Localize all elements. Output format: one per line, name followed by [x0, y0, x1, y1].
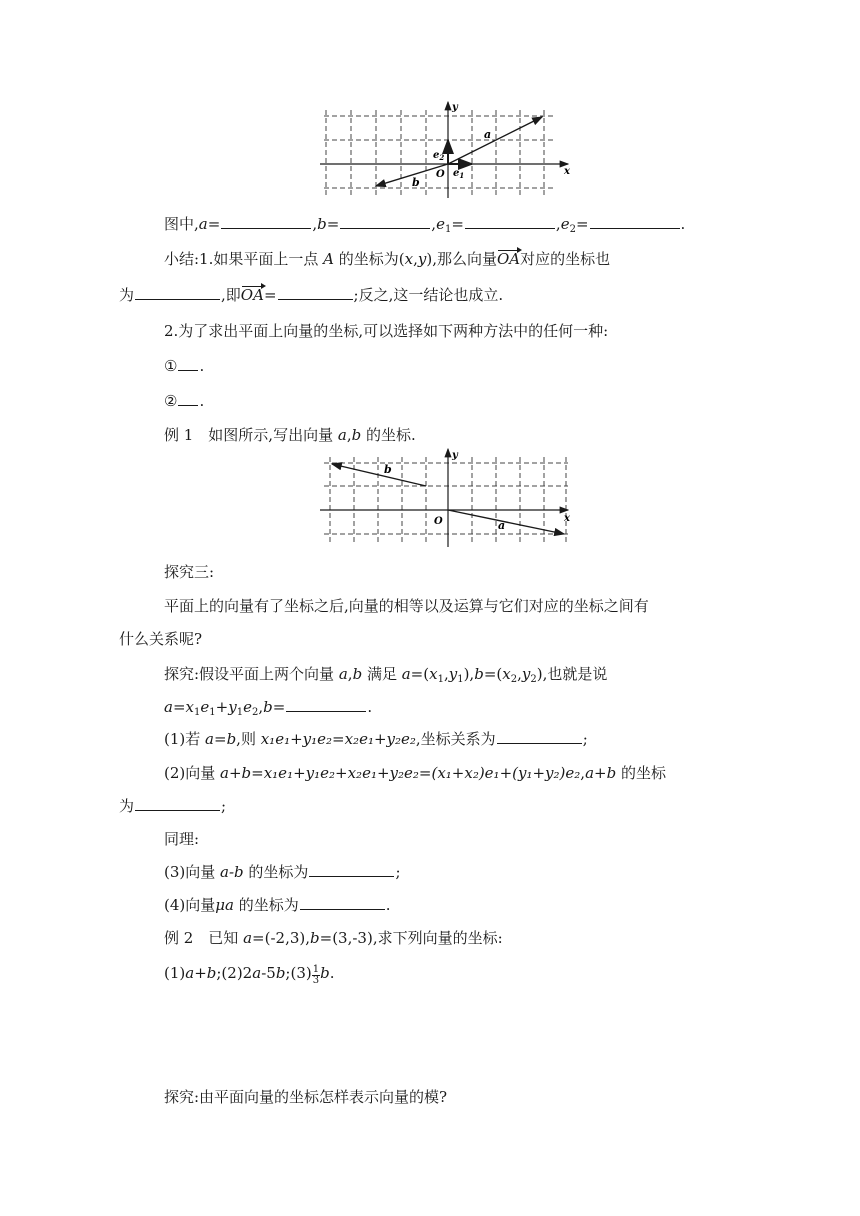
figure-caption-line: 图中$,a= ,b= ,e_1= ,e_2=$ .: [164, 215, 686, 235]
blank-oa[interactable]: [278, 285, 353, 300]
blank-e2[interactable]: [590, 214, 680, 229]
similarly: 同理:: [164, 830, 200, 848]
vector-b: [332, 464, 426, 486]
assumption-line-2: $a=x_1e_1+y_1e_2,b=$ .: [164, 698, 373, 718]
example-1: 例 1 如图所示,写出向量 a,b 的坐标.: [164, 426, 416, 444]
question-4: (4)向量μa 的坐标为 .: [164, 896, 391, 914]
label-e2: $e_2$: [433, 150, 445, 162]
blank-b-expression[interactable]: [286, 697, 366, 712]
summary-2: 2.为了求出平面上向量的坐标,可以选择如下两种方法中的任何一种:: [164, 322, 609, 340]
blank-difference[interactable]: [309, 862, 394, 877]
explore-3-question-1: 平面上的向量有了坐标之后,向量的相等以及运算与它们对应的坐标之间有: [164, 597, 649, 615]
vector-oa: OA: [496, 250, 521, 268]
summary-1-line-a: 小结:1.如果平面上一点 A 的坐标为(x,y),那么向量OA对应的坐标也: [164, 250, 611, 268]
label-a: a: [484, 128, 492, 141]
blank-e1[interactable]: [465, 214, 555, 229]
vector-a: [448, 510, 564, 534]
label-b: b: [412, 176, 420, 189]
question-2-line-a: (2)向量 a+b=x₁e₁+y₁e₂+x₂e₁+y₂e₂=(x₁+x₂)e₁+(y₁+y₂)e₂,a+b 的坐标: [164, 764, 666, 782]
blank-equality[interactable]: [497, 729, 582, 744]
label-e1: $e_1$: [453, 168, 465, 180]
explore-3-question-2: 什么关系呢?: [119, 630, 203, 648]
blank-method-1[interactable]: [178, 356, 198, 371]
blank-coord[interactable]: [135, 285, 220, 300]
figure-2-coordinate-grid: [318, 447, 578, 549]
label-origin: O: [434, 516, 443, 527]
label-x: x: [564, 166, 570, 177]
question-3: (3)向量 a-b 的坐标为 ;: [164, 863, 401, 881]
figure-1-coordinate-grid: [318, 100, 578, 200]
label-a: a: [498, 519, 506, 532]
blank-b[interactable]: [340, 214, 430, 229]
example-2: 例 2 已知 a=(-2,3),b=(3,-3),求下列向量的坐标:: [164, 929, 503, 947]
question-2-line-b: 为 ;: [119, 797, 227, 815]
blank-a[interactable]: [221, 214, 311, 229]
explore-modulus: 探究:由平面向量的坐标怎样表示向量的模?: [164, 1088, 448, 1106]
explore-3-title: 探究三:: [164, 563, 215, 581]
fraction-one-third: $\frac{1}{3}$: [312, 964, 320, 986]
method-1: ① .: [164, 357, 205, 375]
assumption-line-1: 探究:假设平面上两个向量 a,b 满足 $a=(x_1,y_1),b=(x_2,y_2)$,也就是说: [164, 665, 608, 685]
label-b: b: [384, 463, 392, 476]
blank-method-2[interactable]: [178, 391, 198, 406]
question-1: (1)若 a=b,则 x₁e₁+y₁e₂=x₂e₁+y₂e₂,坐标关系为 ;: [164, 730, 588, 748]
vector-oa: OA: [240, 286, 264, 304]
label-y: y: [452, 102, 458, 113]
example-2-items: (1)a+b;(2)2a-5b;(3) $\frac{1}{3}$ b.: [164, 964, 335, 986]
label-y: y: [452, 450, 458, 461]
method-2: ② .: [164, 392, 205, 410]
label-origin: O: [436, 169, 445, 180]
label-x: x: [564, 513, 570, 524]
summary-1-line-b: 为 ,即OA= ;反之,这一结论也成立.: [119, 286, 504, 304]
blank-scalar[interactable]: [300, 895, 385, 910]
blank-sum[interactable]: [135, 796, 220, 811]
